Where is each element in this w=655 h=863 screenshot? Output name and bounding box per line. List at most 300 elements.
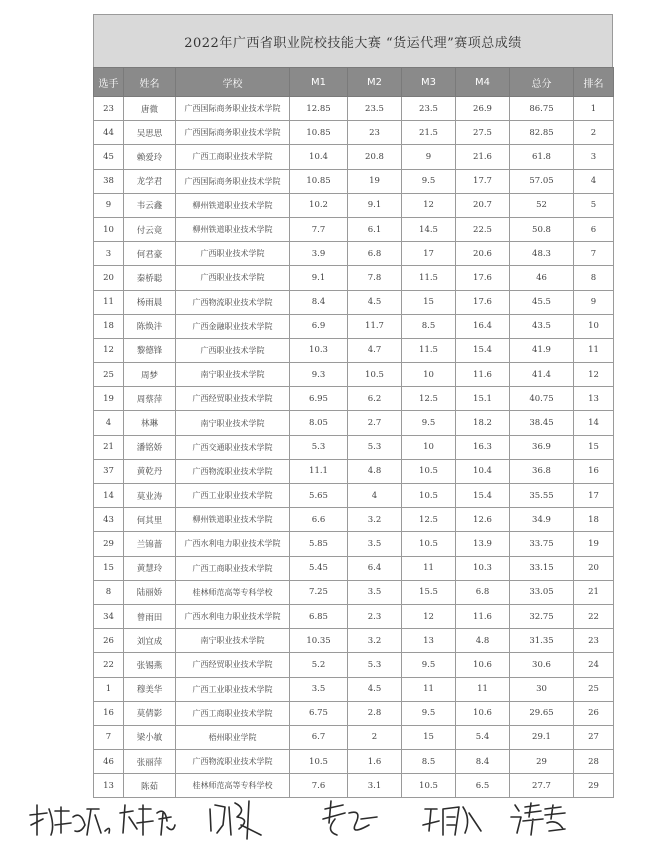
- cell-total: 48.3: [510, 242, 574, 266]
- cell-m2: 2: [348, 725, 402, 749]
- cell-rank: 14: [574, 411, 614, 435]
- cell-school: 广西工业职业技术学院: [176, 677, 290, 701]
- header-row: [94, 68, 614, 97]
- cell-total: 38.45: [510, 411, 574, 435]
- cell-m4: 11.6: [456, 604, 510, 628]
- cell-rank: 24: [574, 653, 614, 677]
- cell-m3: 13: [402, 629, 456, 653]
- cell-id: 23: [94, 97, 124, 121]
- cell-rank: 4: [574, 169, 614, 193]
- results-table: [93, 67, 614, 798]
- cell-name: 周梦: [124, 363, 176, 387]
- cell-m4: 27.5: [456, 121, 510, 145]
- cell-m4: 15.1: [456, 387, 510, 411]
- cell-m1: 10.3: [290, 338, 348, 362]
- cell-total: 29.1: [510, 725, 574, 749]
- cell-m2: 20.8: [348, 145, 402, 169]
- cell-m1: 7.7: [290, 217, 348, 241]
- cell-school: 柳州铁道职业技术学院: [176, 508, 290, 532]
- cell-total: 41.4: [510, 363, 574, 387]
- table-row: [94, 290, 614, 314]
- cell-name: 张丽萍: [124, 750, 176, 774]
- cell-id: 46: [94, 750, 124, 774]
- cell-m4: 11: [456, 677, 510, 701]
- cell-id: 9: [94, 193, 124, 217]
- cell-id: 26: [94, 629, 124, 653]
- cell-school: 广西经贸职业技术学院: [176, 653, 290, 677]
- cell-name: 兰锦蔷: [124, 532, 176, 556]
- cell-school: 南宁职业技术学院: [176, 629, 290, 653]
- cell-total: 36.9: [510, 435, 574, 459]
- cell-m4: 12.6: [456, 508, 510, 532]
- signature-area: [25, 795, 625, 845]
- cell-m1: 5.85: [290, 532, 348, 556]
- cell-m2: 6.8: [348, 242, 402, 266]
- cell-m1: 9.1: [290, 266, 348, 290]
- cell-m4: 18.2: [456, 411, 510, 435]
- table-row: [94, 217, 614, 241]
- cell-m1: 12.85: [290, 97, 348, 121]
- results-sheet: [93, 14, 613, 798]
- cell-id: 12: [94, 338, 124, 362]
- cell-m2: 4.5: [348, 290, 402, 314]
- cell-rank: 12: [574, 363, 614, 387]
- table-row: [94, 411, 614, 435]
- cell-name: 潘铭娇: [124, 435, 176, 459]
- table-row: [94, 508, 614, 532]
- cell-rank: 27: [574, 725, 614, 749]
- cell-rank: 18: [574, 508, 614, 532]
- table-row: [94, 363, 614, 387]
- cell-name: 梁小敏: [124, 725, 176, 749]
- cell-id: 22: [94, 653, 124, 677]
- cell-name: 周蔡萍: [124, 387, 176, 411]
- cell-rank: 29: [574, 774, 614, 798]
- cell-m2: 7.8: [348, 266, 402, 290]
- cell-m3: 10.5: [402, 774, 456, 798]
- table-row: [94, 435, 614, 459]
- cell-total: 29: [510, 750, 574, 774]
- cell-id: 37: [94, 459, 124, 483]
- cell-m3: 11: [402, 556, 456, 580]
- cell-id: 38: [94, 169, 124, 193]
- cell-name: 韦云鑫: [124, 193, 176, 217]
- cell-name: 黄慧玲: [124, 556, 176, 580]
- cell-m4: 10.3: [456, 556, 510, 580]
- cell-id: 21: [94, 435, 124, 459]
- cell-school: 广西工商职业技术学院: [176, 556, 290, 580]
- cell-total: 30: [510, 677, 574, 701]
- cell-total: 31.35: [510, 629, 574, 653]
- cell-m4: 20.7: [456, 193, 510, 217]
- cell-total: 57.05: [510, 169, 574, 193]
- page-title: 2022年广西省职业院校技能大赛 “货运代理”赛项总成绩: [93, 14, 613, 67]
- cell-rank: 9: [574, 290, 614, 314]
- cell-m3: 9.5: [402, 169, 456, 193]
- cell-m3: 15: [402, 290, 456, 314]
- cell-rank: 11: [574, 338, 614, 362]
- cell-m2: 2.3: [348, 604, 402, 628]
- cell-rank: 8: [574, 266, 614, 290]
- cell-name: 穆美华: [124, 677, 176, 701]
- cell-m2: 6.1: [348, 217, 402, 241]
- table-row: [94, 629, 614, 653]
- cell-id: 1: [94, 677, 124, 701]
- table-row: [94, 242, 614, 266]
- cell-id: 10: [94, 217, 124, 241]
- cell-school: 广西职业技术学院: [176, 266, 290, 290]
- cell-id: 3: [94, 242, 124, 266]
- cell-total: 32.75: [510, 604, 574, 628]
- cell-name: 何其里: [124, 508, 176, 532]
- cell-total: 50.8: [510, 217, 574, 241]
- cell-rank: 22: [574, 604, 614, 628]
- cell-rank: 1: [574, 97, 614, 121]
- cell-m4: 6.5: [456, 774, 510, 798]
- table-row: [94, 484, 614, 508]
- table-row: [94, 750, 614, 774]
- table-row: [94, 266, 614, 290]
- cell-school: 广西国际商务职业技术学院: [176, 97, 290, 121]
- col-header-m3: M3: [402, 68, 456, 97]
- cell-m3: 10.5: [402, 484, 456, 508]
- cell-name: 曾雨田: [124, 604, 176, 628]
- cell-school: 广西工商职业技术学院: [176, 701, 290, 725]
- cell-m1: 10.2: [290, 193, 348, 217]
- cell-school: 广西职业技术学院: [176, 242, 290, 266]
- cell-m3: 8.5: [402, 314, 456, 338]
- cell-m3: 14.5: [402, 217, 456, 241]
- cell-m1: 5.45: [290, 556, 348, 580]
- cell-school: 广西经贸职业技术学院: [176, 387, 290, 411]
- cell-m2: 19: [348, 169, 402, 193]
- cell-id: 34: [94, 604, 124, 628]
- cell-rank: 26: [574, 701, 614, 725]
- cell-m1: 6.95: [290, 387, 348, 411]
- cell-m4: 6.8: [456, 580, 510, 604]
- cell-id: 19: [94, 387, 124, 411]
- col-header-school: 学校: [176, 68, 290, 97]
- cell-name: 陈茹: [124, 774, 176, 798]
- cell-m1: 5.3: [290, 435, 348, 459]
- cell-m4: 26.9: [456, 97, 510, 121]
- cell-rank: 21: [574, 580, 614, 604]
- cell-m1: 3.5: [290, 677, 348, 701]
- cell-school: 广西物流职业技术学院: [176, 750, 290, 774]
- cell-id: 7: [94, 725, 124, 749]
- cell-m2: 5.3: [348, 435, 402, 459]
- cell-m4: 5.4: [456, 725, 510, 749]
- col-header-total: 总分: [510, 68, 574, 97]
- table-body: [94, 97, 614, 798]
- cell-id: 20: [94, 266, 124, 290]
- table-row: [94, 145, 614, 169]
- cell-m2: 2.8: [348, 701, 402, 725]
- cell-m1: 6.7: [290, 725, 348, 749]
- cell-rank: 23: [574, 629, 614, 653]
- cell-m3: 12: [402, 193, 456, 217]
- cell-m3: 23.5: [402, 97, 456, 121]
- cell-total: 29.65: [510, 701, 574, 725]
- cell-m3: 12.5: [402, 387, 456, 411]
- cell-m1: 7.25: [290, 580, 348, 604]
- cell-m1: 10.35: [290, 629, 348, 653]
- cell-school: 桂林师范高等专科学校: [176, 580, 290, 604]
- cell-total: 52: [510, 193, 574, 217]
- cell-name: 张锡燕: [124, 653, 176, 677]
- cell-m4: 8.4: [456, 750, 510, 774]
- cell-m1: 6.6: [290, 508, 348, 532]
- cell-m2: 3.5: [348, 532, 402, 556]
- cell-school: 广西金融职业技术学院: [176, 314, 290, 338]
- cell-m4: 21.6: [456, 145, 510, 169]
- cell-rank: 7: [574, 242, 614, 266]
- table-row: [94, 653, 614, 677]
- cell-name: 莫业涛: [124, 484, 176, 508]
- cell-total: 43.5: [510, 314, 574, 338]
- table-row: [94, 604, 614, 628]
- cell-m3: 10: [402, 363, 456, 387]
- cell-m3: 15.5: [402, 580, 456, 604]
- cell-m2: 6.2: [348, 387, 402, 411]
- cell-name: 黄乾丹: [124, 459, 176, 483]
- cell-m4: 10.6: [456, 653, 510, 677]
- cell-name: 吴思思: [124, 121, 176, 145]
- cell-rank: 6: [574, 217, 614, 241]
- cell-m1: 10.5: [290, 750, 348, 774]
- cell-school: 柳州铁道职业技术学院: [176, 217, 290, 241]
- cell-m3: 17: [402, 242, 456, 266]
- cell-m3: 9.5: [402, 411, 456, 435]
- cell-rank: 20: [574, 556, 614, 580]
- cell-total: 33.75: [510, 532, 574, 556]
- cell-m2: 11.7: [348, 314, 402, 338]
- table-row: [94, 725, 614, 749]
- cell-m1: 8.05: [290, 411, 348, 435]
- cell-m1: 11.1: [290, 459, 348, 483]
- table-row: [94, 701, 614, 725]
- cell-m2: 2.7: [348, 411, 402, 435]
- cell-id: 16: [94, 701, 124, 725]
- cell-rank: 5: [574, 193, 614, 217]
- cell-m4: 4.8: [456, 629, 510, 653]
- cell-total: 45.5: [510, 290, 574, 314]
- cell-school: 广西水利电力职业技术学院: [176, 604, 290, 628]
- cell-m1: 10.85: [290, 121, 348, 145]
- cell-school: 南宁职业技术学院: [176, 363, 290, 387]
- cell-name: 黎德锋: [124, 338, 176, 362]
- cell-m4: 10.6: [456, 701, 510, 725]
- table-row: [94, 193, 614, 217]
- cell-id: 44: [94, 121, 124, 145]
- cell-m4: 16.4: [456, 314, 510, 338]
- cell-school: 南宁职业技术学院: [176, 411, 290, 435]
- cell-m1: 10.85: [290, 169, 348, 193]
- cell-m3: 12.5: [402, 508, 456, 532]
- cell-id: 15: [94, 556, 124, 580]
- table-row: [94, 677, 614, 701]
- cell-m2: 5.3: [348, 653, 402, 677]
- cell-m4: 22.5: [456, 217, 510, 241]
- cell-name: 陆丽娇: [124, 580, 176, 604]
- col-header-m2: M2: [348, 68, 402, 97]
- cell-m2: 23: [348, 121, 402, 145]
- cell-id: 11: [94, 290, 124, 314]
- cell-m4: 15.4: [456, 338, 510, 362]
- table-row: [94, 556, 614, 580]
- cell-m2: 4.8: [348, 459, 402, 483]
- cell-m3: 10: [402, 435, 456, 459]
- cell-m1: 8.4: [290, 290, 348, 314]
- cell-m2: 3.1: [348, 774, 402, 798]
- cell-m1: 3.9: [290, 242, 348, 266]
- cell-rank: 17: [574, 484, 614, 508]
- cell-m4: 15.4: [456, 484, 510, 508]
- cell-m3: 12: [402, 604, 456, 628]
- cell-m4: 13.9: [456, 532, 510, 556]
- cell-total: 33.15: [510, 556, 574, 580]
- table-row: [94, 121, 614, 145]
- cell-m4: 10.4: [456, 459, 510, 483]
- cell-m2: 3.2: [348, 508, 402, 532]
- cell-m3: 21.5: [402, 121, 456, 145]
- cell-id: 18: [94, 314, 124, 338]
- cell-total: 86.75: [510, 97, 574, 121]
- cell-name: 莫倩影: [124, 701, 176, 725]
- cell-id: 14: [94, 484, 124, 508]
- cell-m1: 6.85: [290, 604, 348, 628]
- cell-rank: 25: [574, 677, 614, 701]
- cell-m2: 6.4: [348, 556, 402, 580]
- cell-name: 林琳: [124, 411, 176, 435]
- cell-name: 刘宜成: [124, 629, 176, 653]
- cell-m4: 16.3: [456, 435, 510, 459]
- cell-m1: 10.4: [290, 145, 348, 169]
- cell-total: 82.85: [510, 121, 574, 145]
- cell-total: 30.6: [510, 653, 574, 677]
- cell-school: 桂林师范高等专科学校: [176, 774, 290, 798]
- cell-total: 41.9: [510, 338, 574, 362]
- table-row: [94, 387, 614, 411]
- col-header-name: 姓名: [124, 68, 176, 97]
- cell-name: 龙学君: [124, 169, 176, 193]
- cell-m3: 11.5: [402, 266, 456, 290]
- col-header-rank: 排名: [574, 68, 614, 97]
- cell-rank: 15: [574, 435, 614, 459]
- cell-m4: 17.7: [456, 169, 510, 193]
- cell-rank: 3: [574, 145, 614, 169]
- cell-school: 梧州职业学院: [176, 725, 290, 749]
- cell-rank: 28: [574, 750, 614, 774]
- cell-name: 付云竟: [124, 217, 176, 241]
- cell-m3: 10.5: [402, 459, 456, 483]
- cell-rank: 19: [574, 532, 614, 556]
- cell-m1: 5.2: [290, 653, 348, 677]
- cell-m4: 17.6: [456, 266, 510, 290]
- cell-school: 柳州铁道职业技术学院: [176, 193, 290, 217]
- cell-m3: 15: [402, 725, 456, 749]
- cell-m3: 10.5: [402, 532, 456, 556]
- cell-m3: 11.5: [402, 338, 456, 362]
- handwritten-signatures: [25, 795, 625, 845]
- cell-m2: 9.1: [348, 193, 402, 217]
- cell-id: 25: [94, 363, 124, 387]
- table-row: [94, 580, 614, 604]
- table-row: [94, 169, 614, 193]
- cell-m3: 9.5: [402, 701, 456, 725]
- cell-total: 34.9: [510, 508, 574, 532]
- cell-name: 何君豪: [124, 242, 176, 266]
- cell-m2: 1.6: [348, 750, 402, 774]
- table-row: [94, 338, 614, 362]
- table-row: [94, 459, 614, 483]
- col-header-m1: M1: [290, 68, 348, 97]
- cell-m1: 9.3: [290, 363, 348, 387]
- cell-m1: 6.75: [290, 701, 348, 725]
- cell-m1: 5.65: [290, 484, 348, 508]
- cell-school: 广西工业职业技术学院: [176, 484, 290, 508]
- cell-m3: 11: [402, 677, 456, 701]
- cell-m3: 8.5: [402, 750, 456, 774]
- cell-m2: 4.5: [348, 677, 402, 701]
- cell-rank: 16: [574, 459, 614, 483]
- cell-total: 61.8: [510, 145, 574, 169]
- cell-name: 秦桥聪: [124, 266, 176, 290]
- cell-school: 广西物流职业技术学院: [176, 459, 290, 483]
- cell-m4: 11.6: [456, 363, 510, 387]
- cell-rank: 2: [574, 121, 614, 145]
- cell-m2: 3.2: [348, 629, 402, 653]
- cell-school: 广西物流职业技术学院: [176, 290, 290, 314]
- cell-name: 唐微: [124, 97, 176, 121]
- cell-total: 36.8: [510, 459, 574, 483]
- cell-school: 广西交通职业技术学院: [176, 435, 290, 459]
- cell-total: 33.05: [510, 580, 574, 604]
- cell-m1: 6.9: [290, 314, 348, 338]
- cell-m3: 9: [402, 145, 456, 169]
- cell-school: 广西工商职业技术学院: [176, 145, 290, 169]
- cell-total: 40.75: [510, 387, 574, 411]
- cell-m3: 9.5: [402, 653, 456, 677]
- cell-id: 43: [94, 508, 124, 532]
- cell-m2: 4.7: [348, 338, 402, 362]
- cell-id: 8: [94, 580, 124, 604]
- cell-school: 广西国际商务职业技术学院: [176, 169, 290, 193]
- col-header-id: 选手: [94, 68, 124, 97]
- cell-id: 29: [94, 532, 124, 556]
- cell-name: 杨雨晨: [124, 290, 176, 314]
- cell-name: 赖爱玲: [124, 145, 176, 169]
- cell-id: 13: [94, 774, 124, 798]
- table-row: [94, 314, 614, 338]
- cell-m2: 23.5: [348, 97, 402, 121]
- cell-m2: 3.5: [348, 580, 402, 604]
- cell-school: 广西国际商务职业技术学院: [176, 121, 290, 145]
- cell-school: 广西水利电力职业技术学院: [176, 532, 290, 556]
- cell-total: 46: [510, 266, 574, 290]
- cell-name: 陈焕沣: [124, 314, 176, 338]
- cell-total: 35.55: [510, 484, 574, 508]
- cell-id: 45: [94, 145, 124, 169]
- cell-school: 广西职业技术学院: [176, 338, 290, 362]
- cell-m4: 17.6: [456, 290, 510, 314]
- cell-id: 4: [94, 411, 124, 435]
- cell-m4: 20.6: [456, 242, 510, 266]
- cell-rank: 13: [574, 387, 614, 411]
- cell-rank: 10: [574, 314, 614, 338]
- table-row: [94, 97, 614, 121]
- cell-m2: 10.5: [348, 363, 402, 387]
